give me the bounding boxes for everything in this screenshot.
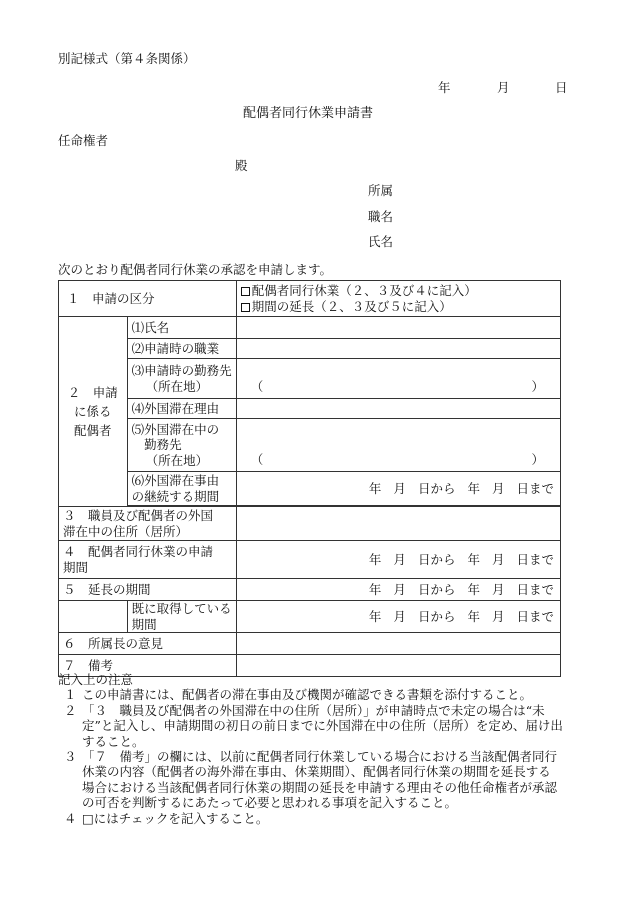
- spouse-name-field[interactable]: [236, 317, 560, 339]
- name-label: 氏名: [368, 234, 394, 249]
- table-row: [59, 541, 561, 579]
- appointer-label: 任命権者: [58, 133, 109, 148]
- notes-section: [58, 672, 563, 826]
- table-row: [59, 317, 561, 339]
- leave-period-field[interactable]: 年 月 日から 年 月 日まで: [236, 541, 560, 579]
- category-label: １ 申請の区分: [59, 281, 237, 317]
- abroad-workplace-field[interactable]: （ ）: [236, 419, 560, 472]
- continue-period-label: ⑹外国滞在事由 の継続する期間: [127, 472, 236, 506]
- table-row: [59, 472, 561, 506]
- list-item: ２ 「３ 職員及び配偶者の外国滞在中の住所（居所）」が申請時点で未定の場合は“未定”と記入し、申請期間の初日の前日までに外国滞在中の住所（居所）を定め、届け出すること。: [64, 702, 563, 749]
- list-item: ３ 「７ 備考」の欄には、以前に配偶者同行休業している場合における当該配偶者同行休業の内容（配偶者の海外滞在事由、休業期間）、配偶者同行休業の期間を延長する場合における当該配偶者同行休業の期間の延長を申請する理由その他任命権者が承認の可否を判断するにあたって必要と思われる事項を記入すること。: [64, 749, 558, 811]
- affiliation-label: 所属: [368, 183, 394, 198]
- position-label: 職名: [368, 209, 394, 224]
- spouse-job-field[interactable]: [236, 339, 560, 359]
- acquired-period-label: 既に取得している期間: [127, 601, 236, 633]
- spouse-name-label: ⑴氏名: [127, 317, 236, 339]
- address-label: ３ 職員及び配偶者の外国 滞在中の住所（居所）: [59, 507, 237, 541]
- option-extension[interactable]: 期間の延長（２、３及び５に記入）: [241, 299, 556, 315]
- list-item: １ この申請書には、配偶者の滞在事由及び機関が確認できる書類を添付すること。: [64, 687, 533, 703]
- spouse-workplace-field[interactable]: （ ）: [236, 359, 560, 399]
- leave-period-label: ４ 配偶者同行休業の申請 期間: [59, 541, 237, 579]
- manager-opinion-label: ６ 所属長の意見: [59, 633, 237, 655]
- table-row: [59, 507, 561, 541]
- acquired-period-field[interactable]: 年 月 日から 年 月 日まで: [236, 601, 560, 633]
- list-item: ４ □にはチェックを記入すること。: [64, 810, 269, 826]
- table-row: [59, 419, 561, 472]
- abroad-workplace-label: ⑸外国滞在中の 勤務先 （所在地）: [127, 419, 236, 472]
- table-row: [59, 579, 561, 601]
- table-row: [59, 281, 561, 317]
- table-row: [59, 359, 561, 399]
- honorific: 殿: [235, 158, 248, 173]
- intro-text: 次のとおり配偶者同行休業の承認を申請します。: [58, 262, 333, 277]
- form-label: 別記様式（第４条関係）: [58, 51, 196, 66]
- address-field[interactable]: [236, 507, 560, 541]
- table-row: [59, 601, 561, 633]
- abroad-reason-label: ⑷外国滞在理由: [127, 399, 236, 419]
- option-accompany[interactable]: 配偶者同行休業（２、３及び４に記入）: [241, 283, 556, 299]
- application-table: [58, 280, 561, 677]
- extension-period-field[interactable]: 年 月 日から 年 月 日まで: [236, 579, 560, 601]
- date-month: 月: [497, 80, 510, 95]
- spouse-workplace-label: ⑶申請時の勤務先 （所在地）: [127, 359, 236, 399]
- table-row: [59, 633, 561, 655]
- document-title: 配偶者同行休業申請書: [243, 106, 374, 121]
- table-row: [59, 399, 561, 419]
- spouse-job-label: ⑵申請時の職業: [127, 339, 236, 359]
- manager-opinion-field[interactable]: [236, 633, 560, 655]
- date-day: 日: [555, 80, 568, 95]
- spouse-group-label: ２ 申請 に係る 配偶者: [59, 317, 128, 507]
- category-options: [236, 281, 560, 317]
- notes-heading: 記入上の注意: [58, 672, 134, 687]
- remarks-label: ７ 備考: [59, 655, 237, 677]
- checkbox-icon[interactable]: [241, 287, 250, 296]
- checkbox-icon[interactable]: [241, 303, 250, 312]
- abroad-reason-field[interactable]: [236, 399, 560, 419]
- table-row: [59, 339, 561, 359]
- extension-period-label: ５ 延長の期間: [59, 579, 237, 601]
- date-year: 年: [438, 80, 451, 95]
- continue-period-field[interactable]: 年 月 日から 年 月 日まで: [236, 472, 560, 506]
